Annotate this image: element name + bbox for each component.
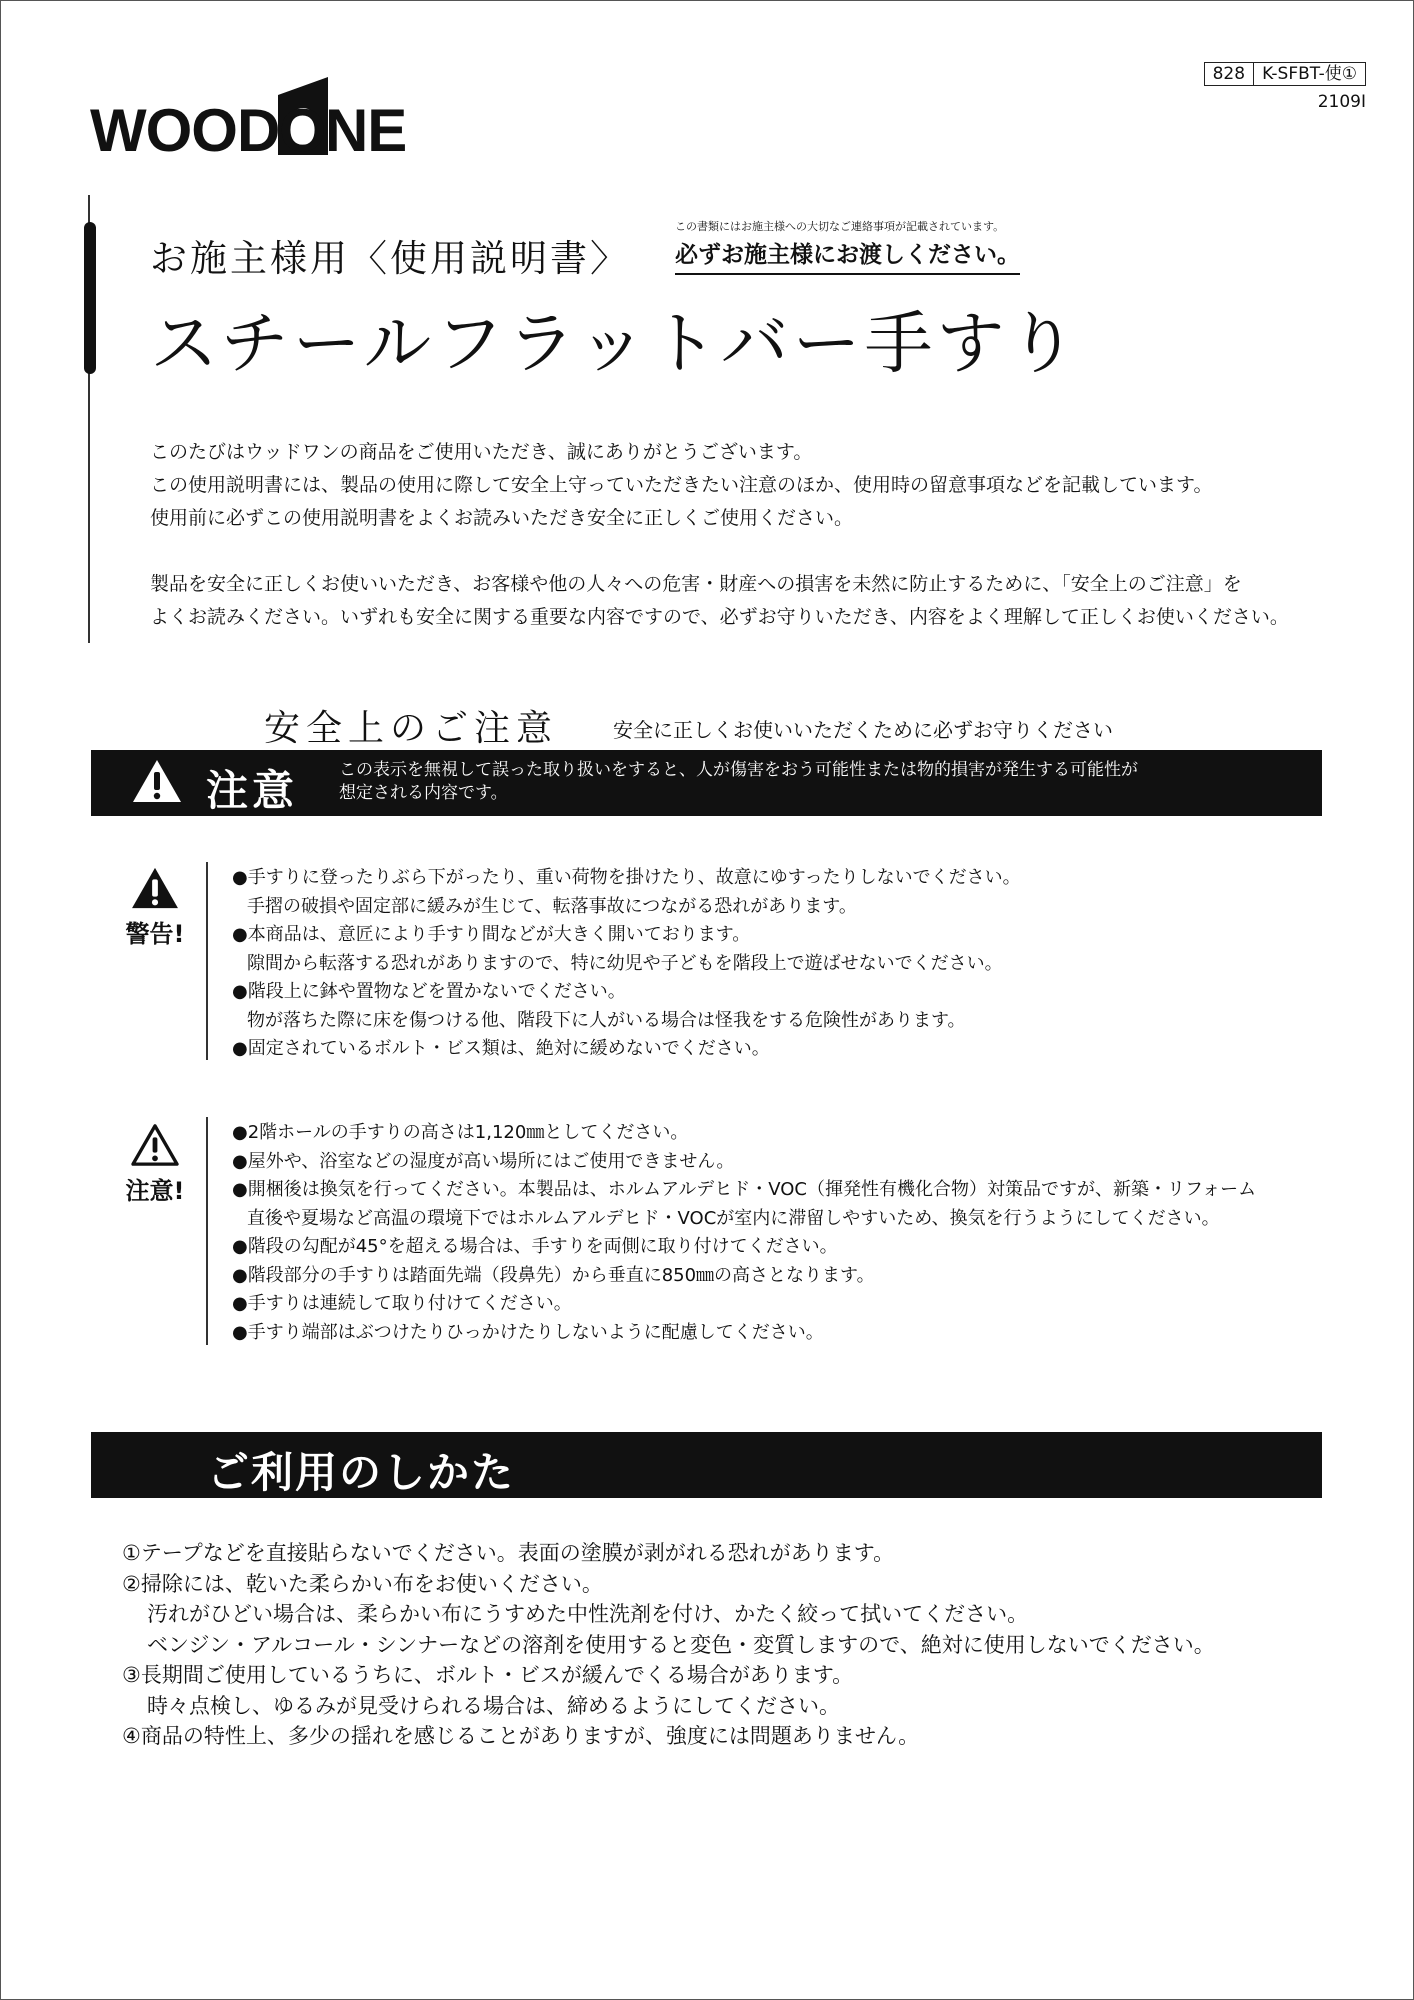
list-item: ベンジン・アルコール・シンナーなどの溶剤を使用すると変色・変質しますので、絶対に使用しないでください。 <box>147 1632 1215 1657</box>
caution-text <box>339 759 1138 805</box>
doc-code: K-SFBT-使① <box>1262 64 1357 84</box>
safety-heading: 安全上のご注意 <box>264 708 559 749</box>
doc-code-box <box>1204 62 1366 86</box>
list-item: ●固定されているボルト・ビス類は、絶対に緩めないでください。 <box>232 1038 770 1059</box>
list-item: ●階段部分の手すりは踏面先端（段鼻先）から垂直に850㎜の高さとなります。 <box>232 1264 875 1286</box>
list-item: ●2階ホールの手すりの高さは1,120㎜としてください。 <box>232 1122 689 1143</box>
list-item: ●手すりは連続して取り付けてください。 <box>232 1293 572 1314</box>
caution-label: 注意 <box>206 766 299 815</box>
caution-icon-group <box>120 1123 190 1206</box>
list-item: ●屋外や、浴室などの湿度が高い場所にはご使用できません。 <box>232 1150 735 1172</box>
intro-line: このたびはウッドワンの商品をご使用いただき、誠にありがとうございます。 <box>150 441 813 463</box>
note-bold: 必ずお施主様にお渡しください。 <box>675 236 1020 275</box>
list-item: ③長期間ご使用しているうちに、ボルト・ビスが緩んでくる場合があります。 <box>122 1663 854 1687</box>
caution-outline-icon <box>130 1123 180 1167</box>
list-item: ④商品の特性上、多少の揺れを感じることがありますが、強度には問題ありません。 <box>122 1724 920 1748</box>
list-item: 物が落ちた際に床を傷つける他、階段下に人がいる場合は怪我をする危険性があります。 <box>247 1009 966 1031</box>
caution-banner <box>91 750 1322 816</box>
warning-label: 警告! <box>125 920 185 948</box>
logo-text: WOODONE <box>90 97 407 164</box>
safety-subheading: 安全に正しくお使いいただくために必ずお守りください <box>613 718 1113 742</box>
list-item: ●開梱後は換気を行ってください。本製品は、ホルムアルデヒド・VOC（揮発性有機化合物）対策品ですが、新築・リフォーム <box>232 1179 1257 1200</box>
intro-line: 使用前に必ずこの使用説明書をよくお読みいただき安全に正しくご使用ください。 <box>150 507 854 529</box>
caution-rule <box>206 1117 208 1345</box>
page-title: スチールフラットバー手すり <box>150 305 1081 384</box>
list-item: ②掃除には、乾いた柔らかい布をお使いください。 <box>122 1571 603 1596</box>
list-item: ●手すりに登ったりぶら下がったり、重い荷物を掛けたり、故意にゆすったりしないでください。 <box>232 867 1021 888</box>
usage-banner <box>91 1432 1322 1498</box>
intro-line: 製品を安全に正しくお使いいただき、お客様や他の人々への危害・財産への損害を未然に防止するために、「安全上のご注意」を <box>150 573 1242 595</box>
list-item: ●階段上に鉢や置物などを置かないでください。 <box>232 981 626 1002</box>
doc-date: 2109I <box>1317 92 1366 112</box>
intro-line: よくお読みください。いずれも安全に関する重要な内容ですので、必ずお守りいただき、内容をよく理解して正しくお使いください。 <box>150 606 1289 628</box>
warning-rule <box>206 862 208 1060</box>
list-item: ●本商品は、意匠により手すり間などが大きく開いております。 <box>232 924 751 945</box>
list-item: 直後や夏場など高温の環境下ではホルムアルデヒド・VOCが室内に滞留しやすいため、換気を行うようにしてください。 <box>247 1207 1220 1229</box>
warning-block <box>120 862 1320 1060</box>
usage-heading: ご利用のしかた <box>207 1448 516 1497</box>
warning-filled-icon <box>130 866 180 910</box>
list-item: ●手すり端部はぶつけたりひっかけたりしないように配慮してください。 <box>232 1321 824 1343</box>
warning-triangle-icon <box>131 758 183 804</box>
caution-text-line: 想定される内容です。 <box>339 783 508 803</box>
caution-block <box>120 1117 1320 1345</box>
doc-number: 828 <box>1205 63 1254 85</box>
warning-list <box>232 864 1021 1064</box>
subtitle: お施主様用〈使用説明書〉 <box>150 237 630 280</box>
warning-icon-group <box>120 866 190 949</box>
woodone-logo <box>90 55 420 164</box>
caution-text-line: この表示を無視して誤った取り扱いをすると、人が傷害をおう可能性または物的損害が発生する可能性が <box>339 760 1138 780</box>
intro-line: この使用説明書には、製品の使用に際して安全上守っていただきたい注意のほか、使用時の留意事項などを記載しています。 <box>150 474 1213 496</box>
left-accent-bar <box>84 222 96 374</box>
caution-list <box>232 1119 1256 1347</box>
list-item: 隙間から転落する恐れがありますので、特に幼児や子どもを階段上で遊ばせないでください。 <box>247 952 1003 974</box>
note-small: この書類にはお施主様への大切なご連絡事項が記載されています。 <box>675 220 1005 233</box>
list-item: ●階段の勾配が45°を超える場合は、手すりを両側に取り付けてください。 <box>232 1236 838 1257</box>
list-item: 手摺の破損や固定部に緩みが生じて、転落事故につながる恐れがあります。 <box>247 895 857 917</box>
list-item: 時々点検し、ゆるみが見受けられる場合は、締めるようにしてください。 <box>147 1693 840 1718</box>
caution-icon-label: 注意! <box>125 1177 185 1205</box>
list-item: ①テープなどを直接貼らないでください。表面の塗膜が剥がれる恐れがあります。 <box>122 1541 895 1565</box>
list-item: 汚れがひどい場合は、柔らかい布にうすめた中性洗剤を付け、かたく絞って拭いてください。 <box>147 1602 1029 1626</box>
usage-list <box>122 1538 1215 1752</box>
intro-text <box>150 436 1350 634</box>
